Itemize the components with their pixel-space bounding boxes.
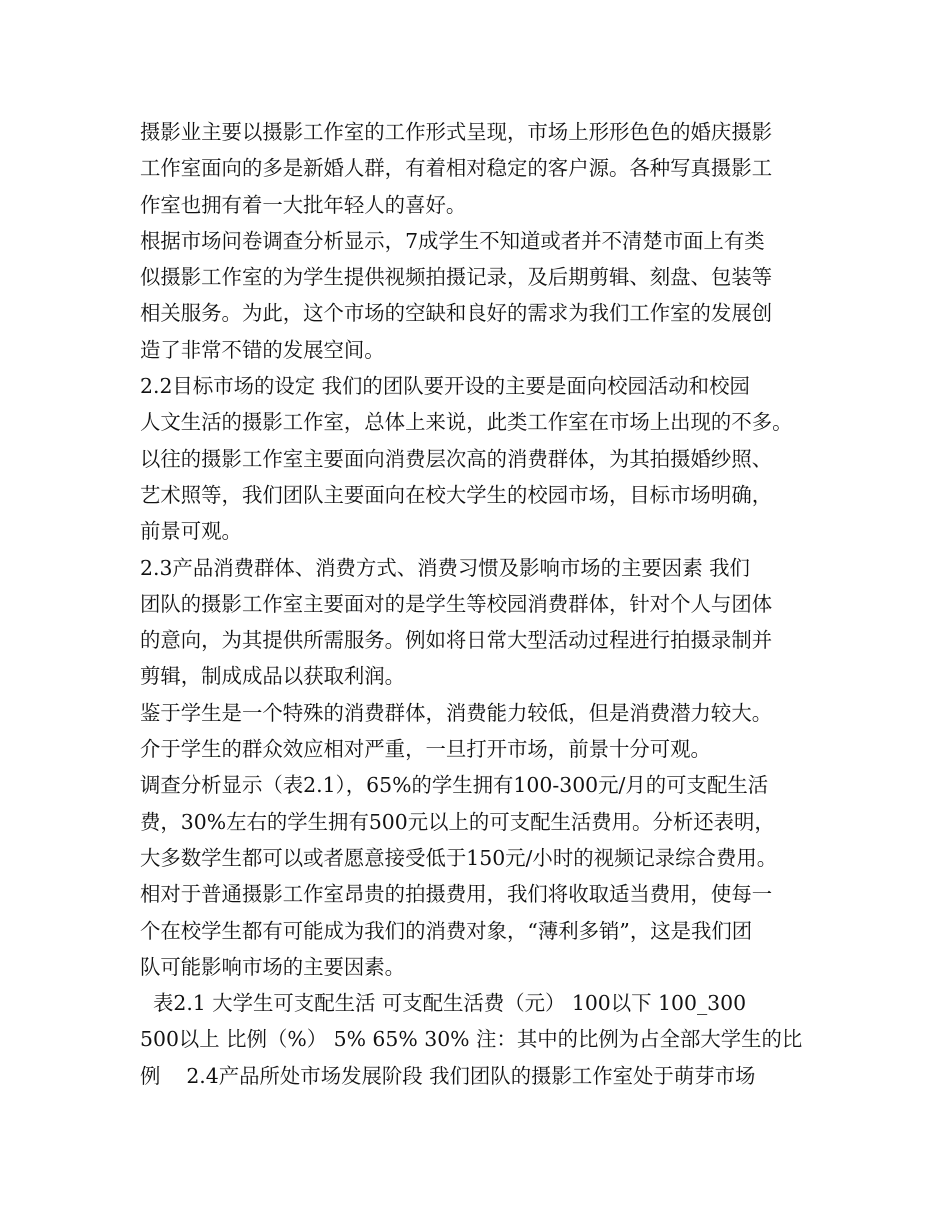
section-heading-line: 2.3产品消费群体、消费方式、消费习惯及影响市场的主要因素 我们 (140, 555, 750, 580)
text-line: 鉴于学生是一个特殊的消费群体，消费能力较低，但是消费潜力较大。 (140, 700, 773, 725)
text-line: 个在校学生都有可能成为我们的消费对象，“薄利多销”，这是我们团 (140, 918, 753, 943)
text-line: 大多数学生都可以或者愿意接受低于150元/小时的视频记录综合费用。 (140, 845, 778, 870)
text-line: 摄影业主要以摄影工作室的工作形式呈现，市场上形形色色的婚庆摄影 (140, 120, 773, 144)
text-line: 前景可观。 (140, 519, 242, 544)
table-text-line: 表2.1 大学生可支配生活 可支配生活费（元） 100以下 100_300 (140, 991, 747, 1016)
text-line: 团队的摄影工作室主要面对的是学生等校园消费群体，针对个人与团体 (140, 591, 773, 616)
text-line: 费，30%左右的学生拥有500元以上的可支配生活费用。分析还表明， (140, 809, 775, 834)
text-line: 人文生活的摄影工作室，总体上来说，此类工作室在市场上出现的不多。 (140, 410, 793, 435)
text-line: 以往的摄影工作室主要面向消费层次高的消费群体，为其拍摄婚纱照、 (140, 446, 773, 471)
document-body (140, 114, 840, 1094)
text-line: 根据市场问卷调查分析显示，7成学生不知道或者并不清楚市面上有类 (140, 228, 765, 253)
text-line: 作室也拥有着一大批年轻人的喜好。 (140, 192, 467, 217)
text-line: 造了非常不错的发展空间。 (140, 337, 385, 362)
text-line: 艺术照等，我们团队主要面向在校大学生的校园市场，目标市场明确， (140, 482, 773, 507)
text-line: 相关服务。为此，这个市场的空缺和良好的需求为我们工作室的发展创 (140, 301, 773, 326)
text-line: 剪辑，制成成品以获取利润。 (140, 664, 406, 689)
table-text-line: 例 2.4产品所处市场发展阶段 我们团队的摄影工作室处于萌芽市场 (140, 1063, 756, 1088)
text-line: 介于学生的群众效应相对严重，一旦打开市场，前景十分可观。 (140, 737, 711, 762)
text-line: 相对于普通摄影工作室昂贵的拍摄费用，我们将收取适当费用，使每一 (140, 882, 773, 907)
text-line: 工作室面向的多是新婚人群，有着相对稳定的客户源。各种写真摄影工 (140, 156, 773, 181)
text-line: 队可能影响市场的主要因素。 (140, 954, 406, 979)
section-heading-line: 2.2目标市场的设定 我们的团队要开设的主要是面向校园活动和校园 (140, 374, 750, 399)
text-line: 的意向，为其提供所需服务。例如将日常大型活动过程进行拍摄录制并 (140, 628, 773, 653)
table-text-line: 500以上 比例（%） 5% 65% 30% 注：其中的比例为占全部大学生的比 (140, 1027, 803, 1052)
text-line: 调查分析显示（表2.1），65%的学生拥有100-300元/月的可支配生活 (140, 773, 769, 798)
text-line: 似摄影工作室的为学生提供视频拍摄记录，及后期剪辑、刻盘、包装等 (140, 265, 773, 290)
